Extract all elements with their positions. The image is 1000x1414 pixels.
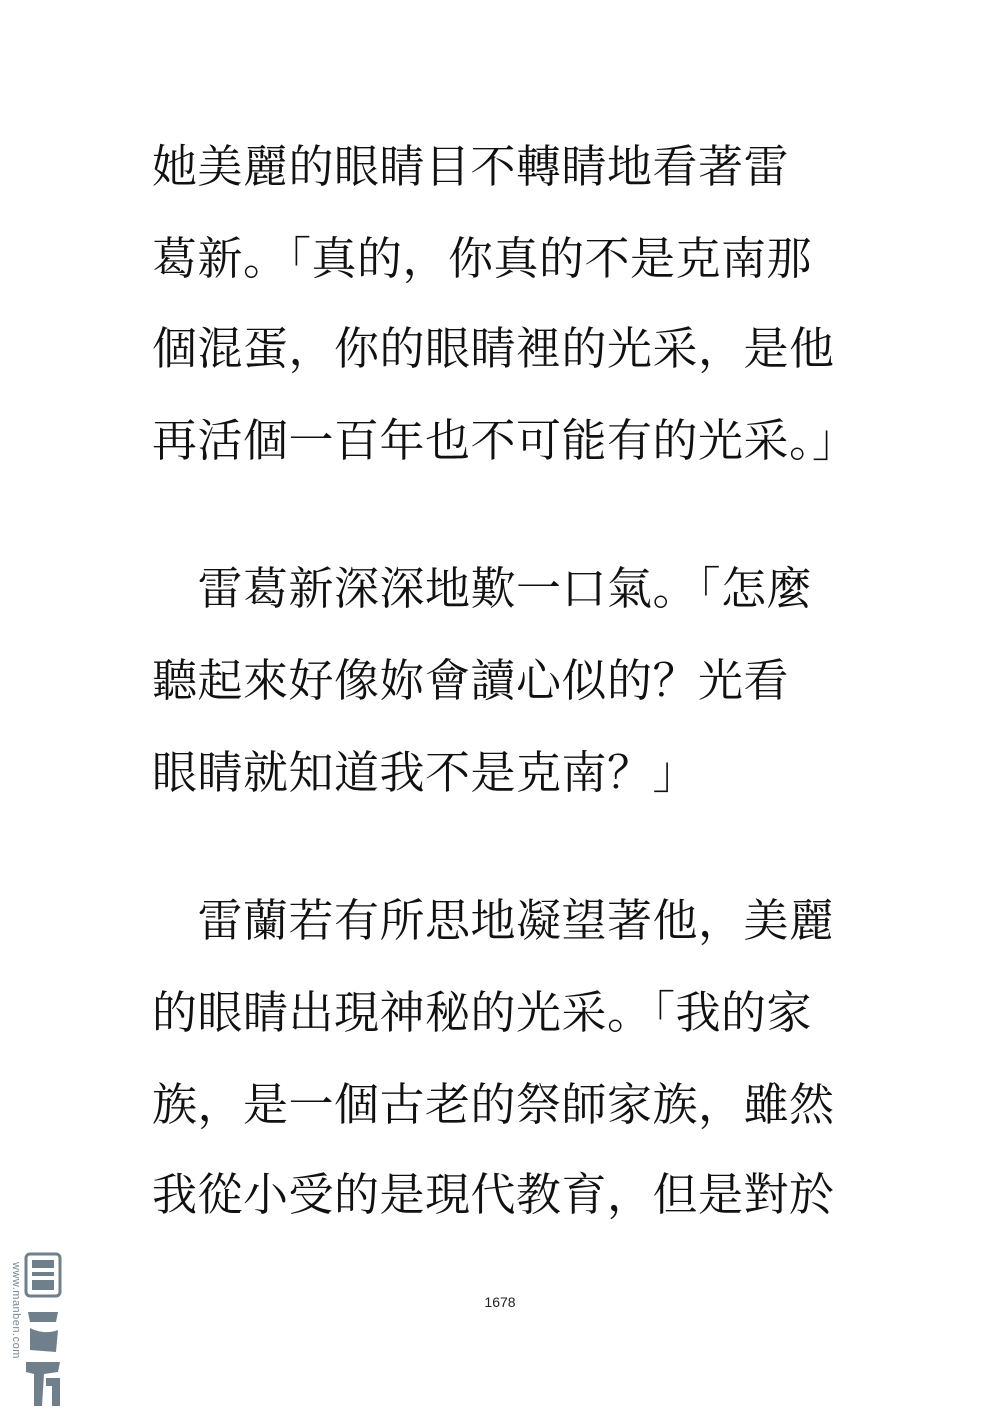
page-number: 1678 <box>484 1294 516 1310</box>
watermark-url: www.manben.com <box>10 1262 22 1359</box>
text-line-9: 的眼睛出現神秘的光采。「我的家 <box>152 986 813 1039</box>
text-line-8: 雷蘭若有所思地凝望著他，美麗 <box>152 894 835 947</box>
text-line-4: 再活個一百年也不可能有的光采。」 <box>152 414 858 467</box>
text-line-2: 葛新。「真的，你真的不是克南那 <box>152 232 813 285</box>
text-line-3: 個混蛋，你的眼睛裡的光采，是他 <box>152 322 835 375</box>
text-line-11: 我從小受的是現代教育，但是對於 <box>152 1168 835 1221</box>
text-line-10: 族，是一個古老的祭師家族，雖然 <box>152 1078 835 1131</box>
text-line-5: 雷葛新深深地歎一口氣。「怎麼 <box>152 562 813 615</box>
text-line-7: 眼睛就知道我不是克南？」 <box>152 746 699 799</box>
text-line-6: 聽起來好像妳會讀心似的？光看 <box>152 654 790 707</box>
text-line-1: 她美麗的眼睛目不轉睛地看著雷 <box>152 140 790 193</box>
